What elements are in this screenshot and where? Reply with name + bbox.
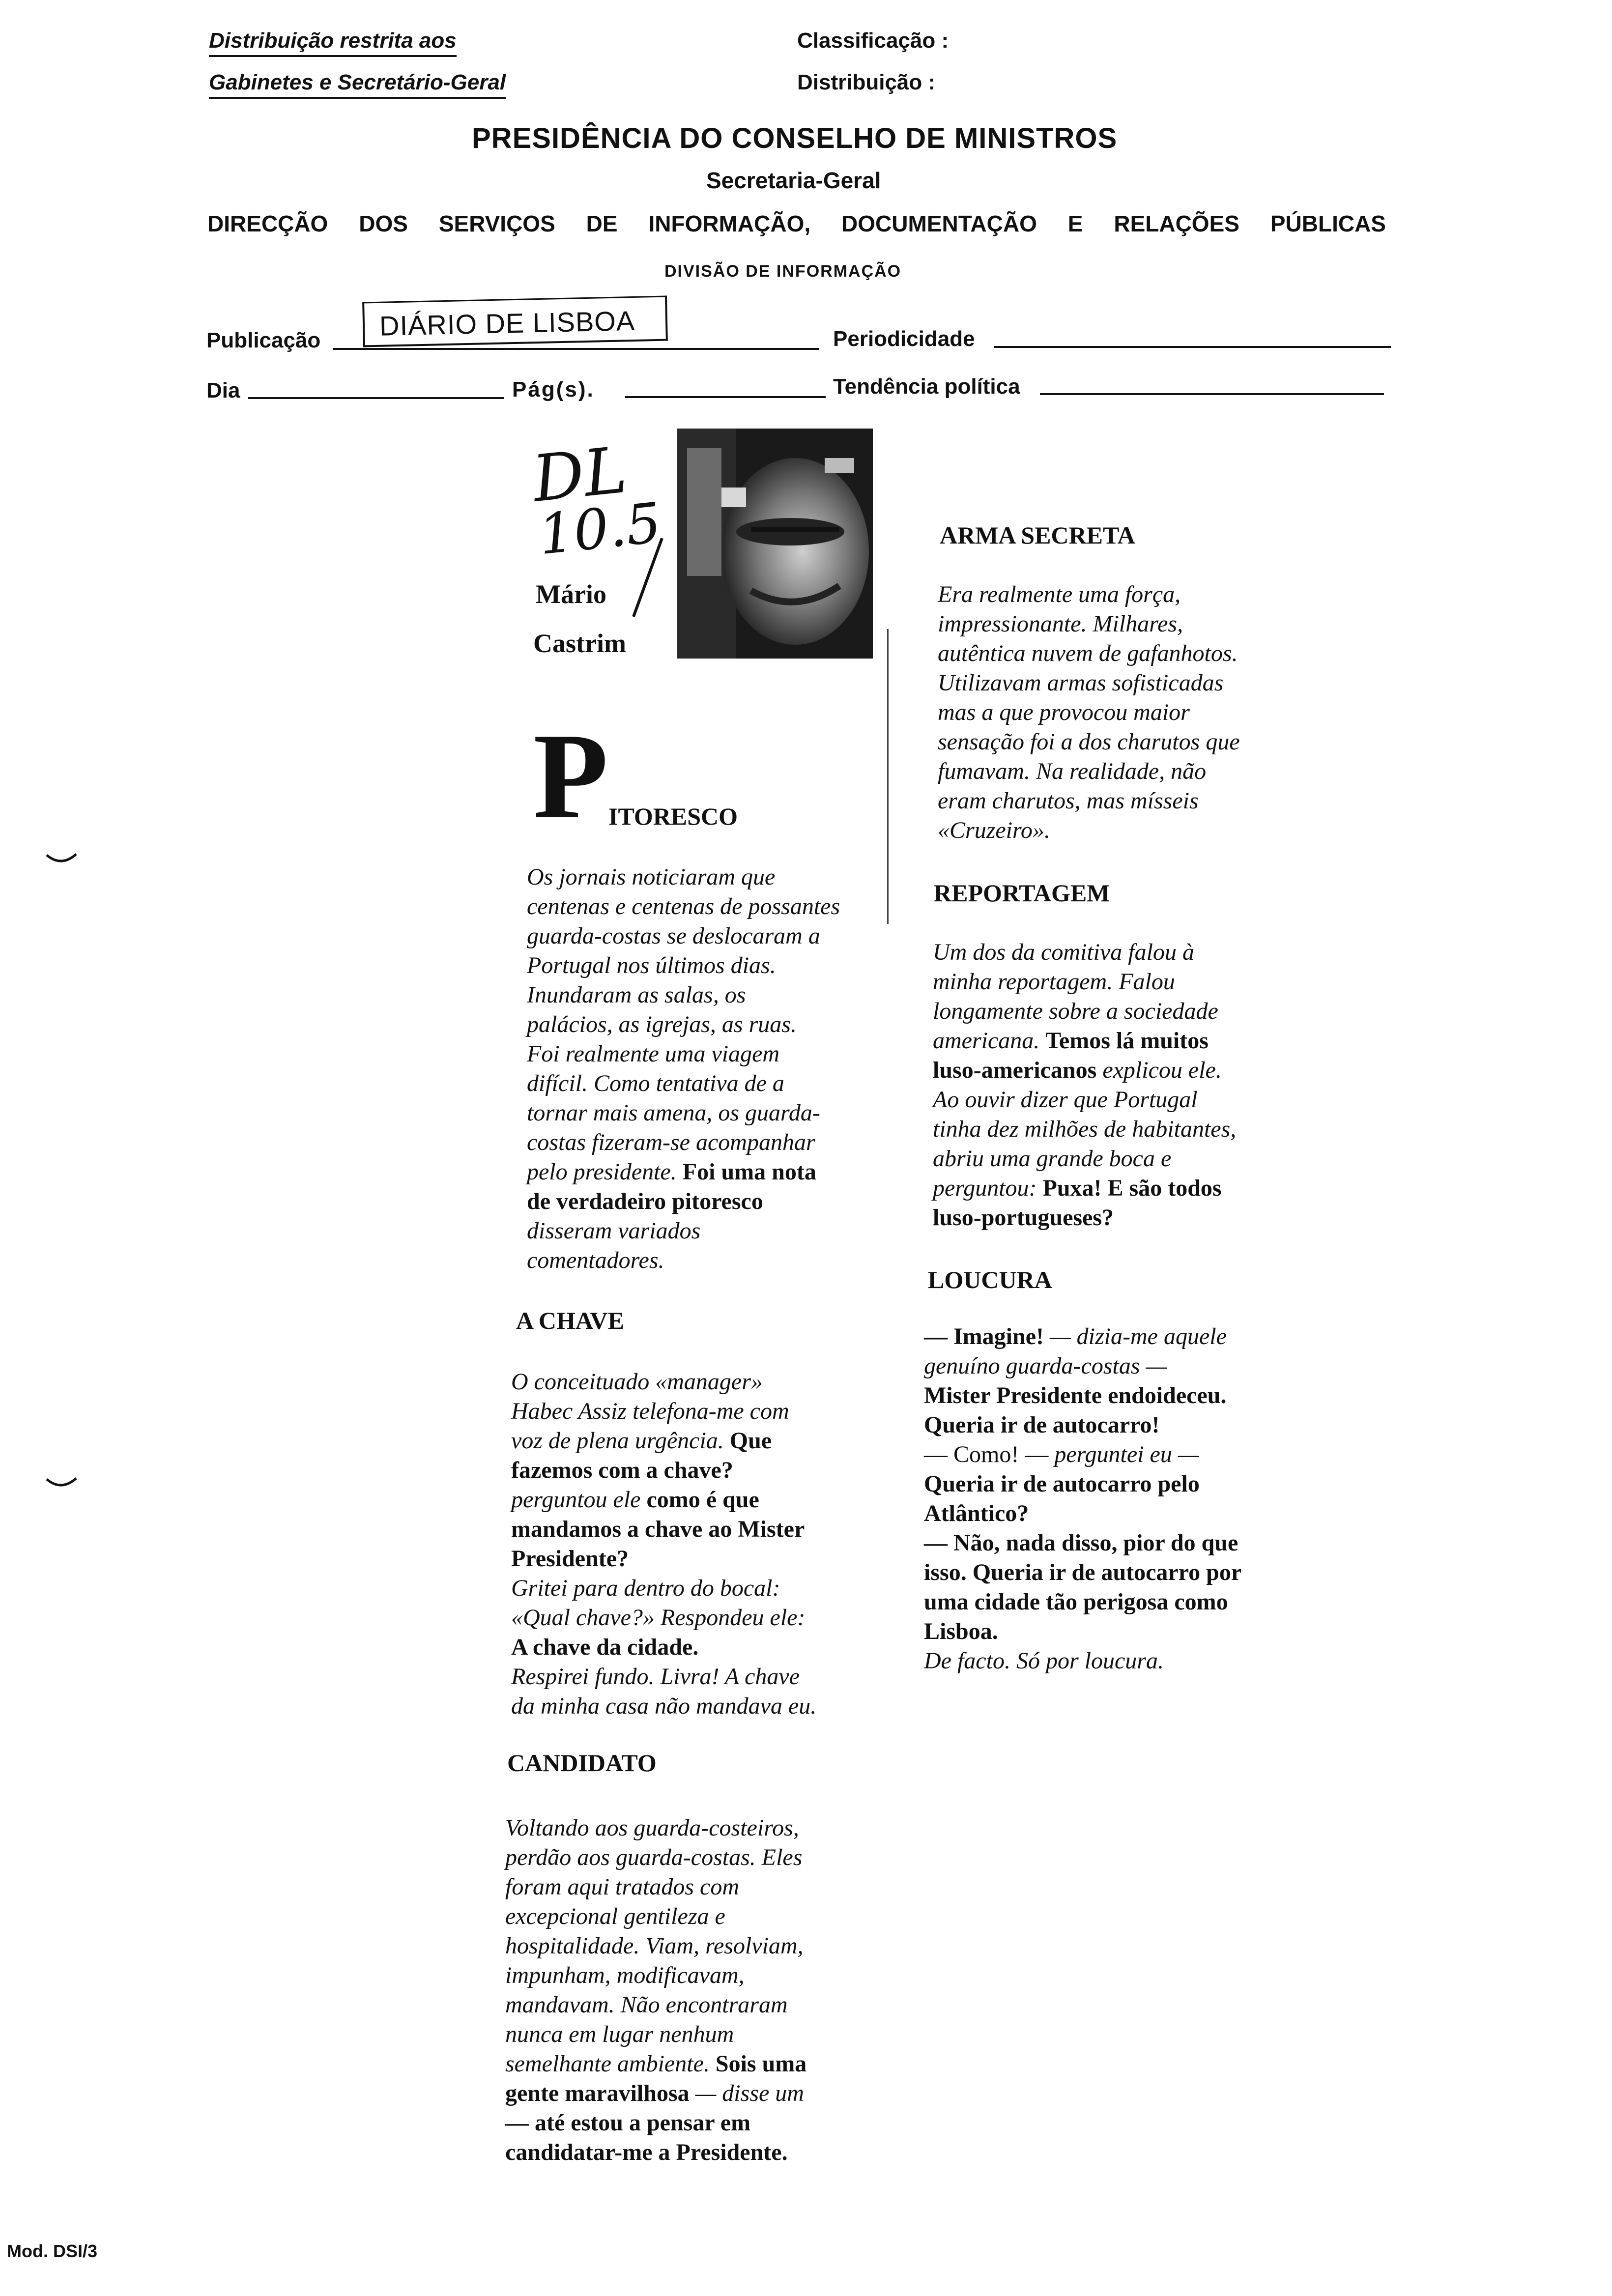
arma-line: Era realmente uma força, (938, 581, 1181, 607)
chave-bold: Presidente? (511, 1546, 629, 1572)
reportagem-line (933, 1056, 1236, 1085)
intro-line: Foi realmente uma viagem (527, 1041, 780, 1067)
arma-line: Utilizavam armas sofisticadas (938, 670, 1224, 696)
tendencia-label: Tendência política (833, 374, 1020, 399)
candidato-line (505, 2079, 806, 2108)
loucura-line (924, 1322, 1241, 1351)
intro-bold: de verdadeiro pitoresco (527, 1188, 763, 1214)
intro-line: comentadores. (527, 1247, 664, 1273)
publicacao-line (333, 348, 819, 350)
chave-line (511, 1603, 816, 1633)
loucura-line (924, 1499, 1241, 1528)
reportagem-text: americana. (933, 1028, 1040, 1054)
dia-line (248, 397, 504, 399)
arma-paragraph (938, 580, 1240, 845)
section-heading-loucura: LOUCURA (928, 1266, 1052, 1293)
chave-bold: A chave da cidade. (511, 1634, 699, 1660)
loucura-line (924, 1587, 1241, 1617)
chave-line (511, 1544, 816, 1574)
distribuicao-label: Distribuição : (797, 70, 936, 94)
chave-line: Respirei fundo. Livra! A chave (511, 1664, 800, 1690)
arma-line: autêntica nuvem de gafanhotos. (938, 640, 1238, 666)
loucura-line (924, 1440, 1241, 1469)
chave-bold: Que (729, 1428, 772, 1454)
intro-text: pelo presidente. (527, 1159, 677, 1185)
loucura-line (924, 1617, 1241, 1646)
candidato-bold: candidatar-me a Presidente. (505, 2139, 788, 2165)
periodicidade-label: Periodicidade (833, 327, 975, 351)
chave-line (511, 1485, 816, 1515)
section-heading-a-chave: A CHAVE (516, 1307, 624, 1334)
publicacao-stamp-text: DIÁRIO DE LISBOA (379, 305, 635, 342)
tendencia-line (1040, 393, 1384, 395)
intro-line: centenas e centenas de possantes (527, 893, 840, 919)
chave-text: Respondeu ele: (660, 1605, 806, 1631)
intro-line: difícil. Como tentativa de a (527, 1070, 784, 1096)
candidato-bold: — até estou a pensar em (505, 2110, 751, 2136)
arma-line: eram charutos, mas mísseis (938, 788, 1199, 814)
reportagem-line: abriu uma grande boca e (933, 1146, 1172, 1172)
candidato-bold: gente maravilhosa (505, 2080, 690, 2106)
chave-line (511, 1426, 816, 1456)
annotation-line2: 10.5 (535, 491, 664, 568)
periodicidade-line (994, 346, 1391, 348)
loucura-line (924, 1528, 1241, 1558)
section-heading-arma-secreta: ARMA SECRETA (940, 521, 1135, 549)
secretaria-geral: Secretaria-Geral (706, 168, 881, 193)
publicacao-stamp (362, 296, 668, 347)
intro-line: tornar mais amena, os guarda- (527, 1100, 820, 1126)
reportagem-line: Um dos da comitiva falou à (933, 939, 1194, 965)
chave-bold: mandamos a chave ao Mister (511, 1516, 805, 1542)
reportagem-bold: Temos lá muitos (1045, 1028, 1209, 1054)
loucura-text: perguntei eu — (1054, 1441, 1199, 1467)
loucura-line (924, 1558, 1241, 1587)
candidato-line: impunham, modificavam, (505, 1962, 745, 1988)
loucura-bold: Queria ir de autocarro pelo (924, 1471, 1200, 1497)
candidato-line: hospitalidade. Viam, resolviam, (505, 1933, 804, 1959)
arma-line: «Cruzeiro». (938, 817, 1050, 843)
footer-form-code: Mod. DSI/3 (7, 2241, 98, 2261)
intro-paragraph (527, 862, 840, 1275)
reportagem-line (933, 1174, 1236, 1203)
author-last-name: Castrim (533, 629, 626, 658)
candidato-line: excepcional gentileza e (505, 1903, 725, 1929)
candidato-text: — disse um (695, 2080, 804, 2106)
candidato-line: foram aqui tratados com (505, 1874, 740, 1900)
arma-line: mas a que provocou maior (938, 699, 1190, 725)
loucura-line (924, 1469, 1241, 1499)
intro-line: costas fizeram-se acompanhar (527, 1129, 815, 1155)
loucura-text: — dizia-me aquele (1049, 1323, 1227, 1349)
reportagem-text: explicou ele. (1102, 1057, 1222, 1083)
arma-line: fumavam. Na realidade, não (938, 758, 1207, 784)
pags-label: Pág(s). (512, 377, 595, 402)
reportagem-line: longamente sobre a sociedade (933, 998, 1218, 1024)
title-rest: ITORESCO (608, 803, 738, 830)
column-divider (887, 629, 889, 924)
intro-line: Portugal nos últimos dias. (527, 952, 776, 978)
reportagem-line: minha reportagem. Falou (933, 969, 1175, 995)
intro-bold-line (527, 1187, 840, 1216)
arma-line: impressionante. Milhares, (938, 611, 1183, 637)
restricted-distribution-line2: Gabinetes e Secretário-Geral (209, 70, 506, 99)
loucura-bold: — Imagine! (924, 1323, 1044, 1349)
candidato-line: mandavam. Não encontraram (505, 1992, 788, 2018)
reportagem-line (933, 1203, 1236, 1233)
loucura-bold: Mister Presidente endoideceu. (924, 1382, 1227, 1408)
classificacao-label: Classificação : (797, 29, 949, 53)
candidato-line: Voltando aos guarda-costeiros, (505, 1815, 799, 1841)
reportagem-bold: luso-portugueses? (933, 1205, 1114, 1231)
loucura-line: De facto. Só por loucura. (924, 1648, 1164, 1674)
loucura-text: — Como! — (924, 1441, 1049, 1467)
direccao-servicos: DIRECÇÃO DOS SERVIÇOS DE INFORMAÇÃO, DOCUMENTAÇÃO E RELAÇÕES PÚBLICAS (207, 211, 1386, 236)
intro-line: palácios, as igrejas, as ruas. (527, 1011, 797, 1037)
candidato-bold: Sois uma (715, 2051, 807, 2077)
reportagem-paragraph (933, 938, 1236, 1233)
title-dropcap: P (533, 708, 608, 844)
publicacao-label: Publicação (206, 328, 321, 352)
intro-line: Os jornais noticiaram que (527, 864, 776, 890)
loucura-bold: uma cidade tão perigosa como (924, 1589, 1228, 1615)
chave-line (511, 1515, 816, 1544)
chave-line: Gritei para dentro do bocal: (511, 1575, 780, 1601)
handwritten-annotation (529, 432, 664, 568)
chave-line: O conceituado «manager» (511, 1369, 763, 1395)
candidato-line: nunca em lugar nenhum (505, 2021, 734, 2047)
candidato-line (505, 2049, 806, 2079)
chave-bold: fazemos com a chave? (511, 1457, 733, 1483)
reportagem-text: perguntou: (933, 1175, 1037, 1201)
chave-text: perguntou ele (511, 1487, 641, 1513)
loucura-line: genuíno guarda-costas — (924, 1353, 1167, 1379)
chave-line: Habec Assiz telefona-me com (511, 1398, 789, 1424)
loucura-bold: isso. Queria ir de autocarro por (924, 1559, 1242, 1585)
loucura-bold: Atlântico? (924, 1500, 1029, 1526)
loucura-bold: Queria ir de autocarro! (924, 1412, 1160, 1438)
restricted-distribution-line1: Distribuição restrita aos (209, 29, 457, 57)
org-title: PRESIDÊNCIA DO CONSELHO DE MINISTROS (472, 122, 1118, 154)
annotation-line1: DL (529, 432, 631, 517)
chave-line (511, 1633, 816, 1662)
divisao-informacao: DIVISÃO DE INFORMAÇÃO (664, 262, 902, 281)
author-photo (677, 429, 873, 659)
chave-text: «Qual chave?» (511, 1605, 655, 1631)
chave-line (511, 1456, 816, 1485)
pags-line (625, 396, 826, 398)
intro-line-last (527, 1157, 840, 1187)
section-heading-reportagem: REPORTAGEM (934, 879, 1110, 907)
reportagem-bold: luso-americanos (933, 1057, 1097, 1083)
reportagem-line: tinha dez milhões de habitantes, (933, 1116, 1237, 1142)
left-margin-marks (44, 845, 84, 1504)
candidato-text: semelhante ambiente. (505, 2051, 710, 2077)
chave-paragraph (511, 1367, 816, 1721)
intro-line: Inundaram as salas, os (527, 982, 746, 1008)
loucura-bold: — Não, nada disso, pior do que (924, 1530, 1238, 1556)
section-heading-candidato: CANDIDATO (507, 1749, 657, 1777)
candidato-line (505, 2108, 806, 2138)
intro-line: disseram variados (527, 1218, 701, 1244)
author-photo-image (677, 429, 873, 659)
chave-text: voz de plena urgência. (511, 1428, 724, 1454)
intro-line: guarda-costas se deslocaram a (527, 923, 820, 949)
reportagem-bold: Puxa! E são todos (1042, 1175, 1222, 1201)
candidato-line: perdão aos guarda-costas. Eles (505, 1844, 803, 1870)
intro-bold: Foi uma nota (682, 1159, 816, 1185)
reportagem-line: Ao ouvir dizer que Portugal (933, 1087, 1198, 1113)
loucura-line (924, 1410, 1241, 1440)
chave-line: da minha casa não mandava eu. (511, 1693, 817, 1719)
arma-line: sensação foi a dos charutos que (938, 729, 1240, 755)
author-first-name: Mário (536, 579, 606, 609)
chave-bold: como é que (646, 1487, 759, 1513)
loucura-bold: Lisboa. (924, 1618, 998, 1644)
dia-label: Dia (206, 378, 240, 402)
reportagem-line (933, 1026, 1236, 1056)
loucura-paragraph (924, 1322, 1241, 1676)
candidato-line (505, 2138, 806, 2167)
loucura-line (924, 1381, 1241, 1410)
candidato-paragraph (505, 1813, 806, 2167)
